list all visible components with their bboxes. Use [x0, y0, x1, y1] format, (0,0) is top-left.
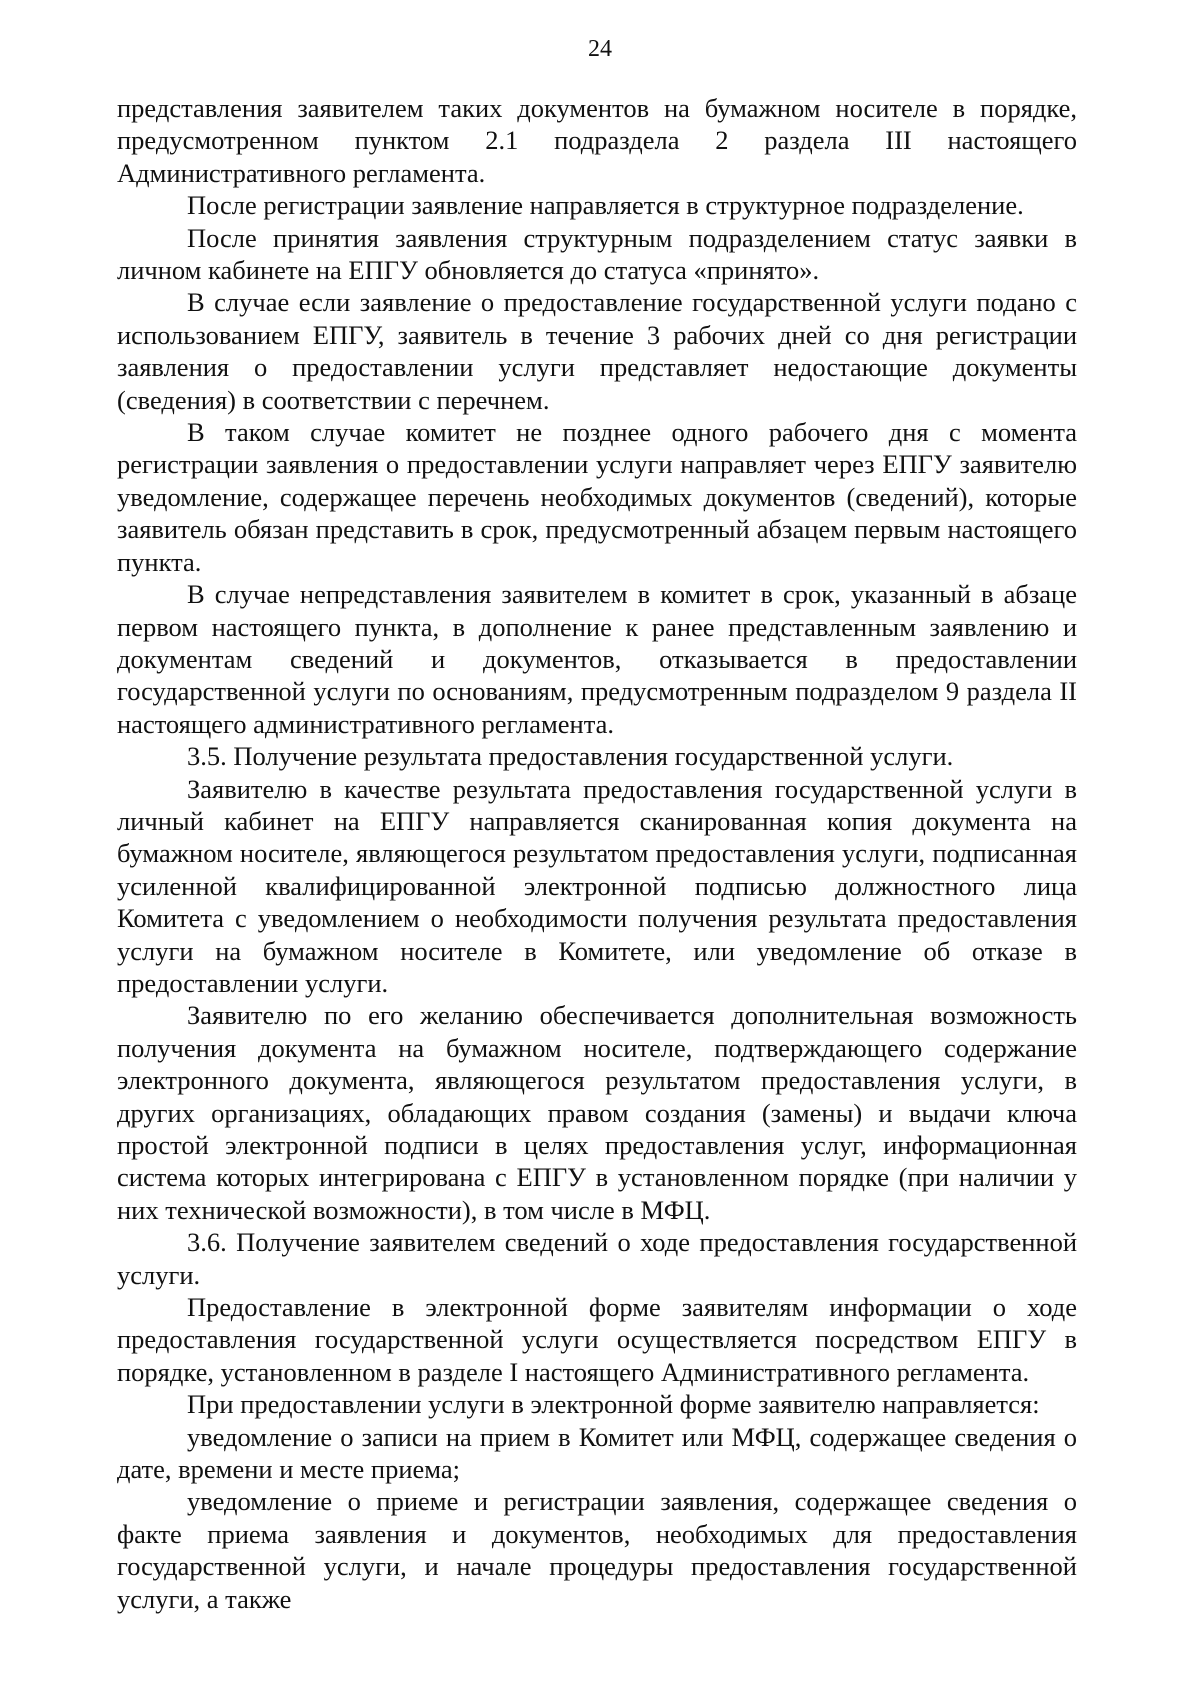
paragraph: При предоставлении услуги в электронной форме заявителю направляется: [187, 1389, 1040, 1420]
paragraph: Заявителю в качестве результата предоставления государственной услуги в личный кабинет на ЕПГУ направляется сканированная копия документа на бумажном носителе, являющегося результатом предоставления услуги, подписанная усиленной квалифицированной электронной подписью должностного лица Комитета с уведомлением о необходимости получения результата предоставления услуги на бумажном носителе в Комитете, или уведомление об отказе в предоставлении услуги. [117, 773, 1077, 998]
document-body [117, 92, 1077, 1615]
section-heading-3-6: 3.6. Получение заявителем сведений о ходе предоставления государственной услуги. [117, 1227, 1077, 1290]
list-item: уведомление о записи на прием в Комитет или МФЦ, содержащее сведения о дате, времени и месте приема; [117, 1421, 1077, 1485]
section-heading-3-5: 3.5. Получение результата предоставления государственной услуги. [187, 741, 954, 772]
paragraph-continuation: представления заявителем таких документов на бумажном носителе в порядке, предусмотренном пунктом 2.1 подраздела 2 раздела III настоящего Административного регламента. [117, 93, 1077, 188]
list-item: уведомление о приеме и регистрации заявления, содержащее сведения о факте приема заявления и документов, необходимых для предоставления государственной услуги, и начале процедуры предоставления государственной услуги, а также [117, 1486, 1077, 1614]
paragraph: После принятия заявления структурным подразделением статус заявки в личном кабинете на ЕПГУ обновляется до статуса «принято». [117, 222, 1077, 286]
paragraph: Предоставление в электронной форме заявителям информации о ходе предоставления государственной услуги осуществляется посредством ЕПГУ в порядке, установленном в разделе I настоящего Административного регламента. [117, 1292, 1077, 1387]
paragraph: После регистрации заявление направляется в структурное подразделение. [187, 190, 1024, 221]
paragraph: В таком случае комитет не позднее одного рабочего дня с момента регистрации заявления о предоставлении услуги направляет через ЕПГУ заявителю уведомление, содержащее перечень необходимых документов (сведений), которые заявитель обязан представить в срок, предусмотренный абзацем первым настоящего пункта. [117, 417, 1077, 577]
paragraph: В случае если заявление о предоставление государственной услуги подано с использованием ЕПГУ, заявитель в течение 3 рабочих дней со дня регистрации заявления о предоставлении услуги представляет недостающие документы (сведения) в соответствии с перечнем. [117, 287, 1077, 415]
page-number: 24 [588, 36, 612, 62]
paragraph: В случае непредставления заявителем в комитет в срок, указанный в абзаце первом настоящего пункта, в дополнение к ранее представленным заявлению и документам сведений и документов, отказывается в предоставлении государственной услуги по основаниям, предусмотренным подразделом 9 раздела II настоящего административного регламента. [117, 579, 1077, 739]
paragraph: Заявителю по его желанию обеспечивается дополнительная возможность получения документа на бумажном носителе, подтверждающего содержание электронного документа, являющегося результатом предоставления услуги, в других организациях, обладающих правом создания (замены) и выдачи ключа простой электронной подписи в целях предоставления услуг, информационная система которых интегрирована с ЕПГУ в установленном порядке (при наличии у них технической возможности), в том числе в МФЦ. [117, 1000, 1077, 1225]
